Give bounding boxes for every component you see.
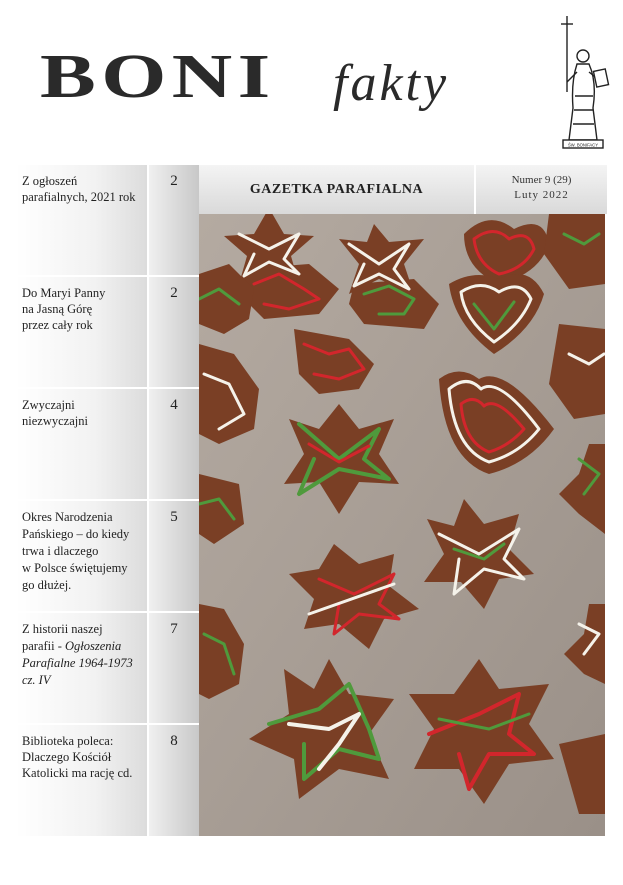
- header-band: [199, 165, 607, 214]
- toc-entry-zwyczajni[interactable]: [16, 389, 199, 499]
- saint-figure-with-cross-icon: [553, 12, 613, 152]
- toc-line: niezwyczajni: [22, 414, 88, 428]
- emblem-caption: ŚW. BONIFACY: [567, 142, 599, 148]
- logo-title-main: BONI: [40, 43, 276, 111]
- toc-page-number: 8: [149, 725, 199, 836]
- issue-number: Numer 9 (29): [511, 174, 572, 186]
- newsletter-title: GAZETKA PARAFIALNA: [249, 182, 424, 197]
- toc-entry-title: [16, 389, 147, 499]
- toc-line: parafialnych, 2021 rok: [22, 190, 136, 204]
- toc-entry-biblioteka[interactable]: [16, 725, 199, 836]
- toc-line-italic: Parafialne 1964-1973: [22, 656, 133, 670]
- toc-line: go dłużej.: [22, 578, 72, 592]
- toc-entry-title: [16, 277, 147, 387]
- toc-entry-title: [16, 613, 147, 723]
- toc-line: Z historii naszej: [22, 622, 103, 636]
- toc-line-italic: cz. IV: [22, 673, 51, 687]
- toc-line: Do Maryi Panny: [22, 286, 106, 300]
- toc-line: trwa i dlaczego: [22, 544, 99, 558]
- toc-entry-title: [16, 165, 147, 275]
- toc-page-number: 5: [149, 501, 199, 611]
- toc-line: parafii -: [22, 639, 66, 653]
- toc-entry-narodzenie[interactable]: [16, 501, 199, 611]
- toc-page-number: 2: [149, 165, 199, 275]
- logo-title-script: fakty: [333, 55, 450, 112]
- toc-entry-title: [16, 501, 147, 611]
- toc-line: Okres Narodzenia: [22, 510, 113, 524]
- toc-page-number: 4: [149, 389, 199, 499]
- photo-of-decorated-gingerbread-cookies: [199, 214, 605, 836]
- masthead: [0, 0, 623, 160]
- toc-line: Z ogłoszeń: [22, 174, 78, 188]
- toc-entry-title: [16, 725, 147, 836]
- toc-line: przez cały rok: [22, 318, 93, 332]
- toc-page-number: 2: [149, 277, 199, 387]
- toc-line: Dlaczego Kościół: [22, 750, 112, 764]
- toc-entry-jasna-gora[interactable]: [16, 277, 199, 387]
- issue-info: [476, 173, 607, 203]
- toc-line-italic: Ogłoszenia: [65, 639, 122, 653]
- issue-date: Luty 2022: [514, 189, 569, 201]
- toc-line: Katolicki ma rację cd.: [22, 766, 133, 780]
- toc-entry-ogloszenia-2021[interactable]: [16, 165, 199, 275]
- toc-line: Zwyczajni: [22, 398, 75, 412]
- toc-line: Biblioteka poleca:: [22, 734, 114, 748]
- toc-page-number: 7: [149, 613, 199, 723]
- toc-line: Pańskiego – do kiedy: [22, 527, 130, 541]
- toc-line: w Polsce świętujemy: [22, 561, 128, 575]
- toc-entry-historia-parafii[interactable]: [16, 613, 199, 723]
- toc-line: na Jasną Górę: [22, 302, 93, 316]
